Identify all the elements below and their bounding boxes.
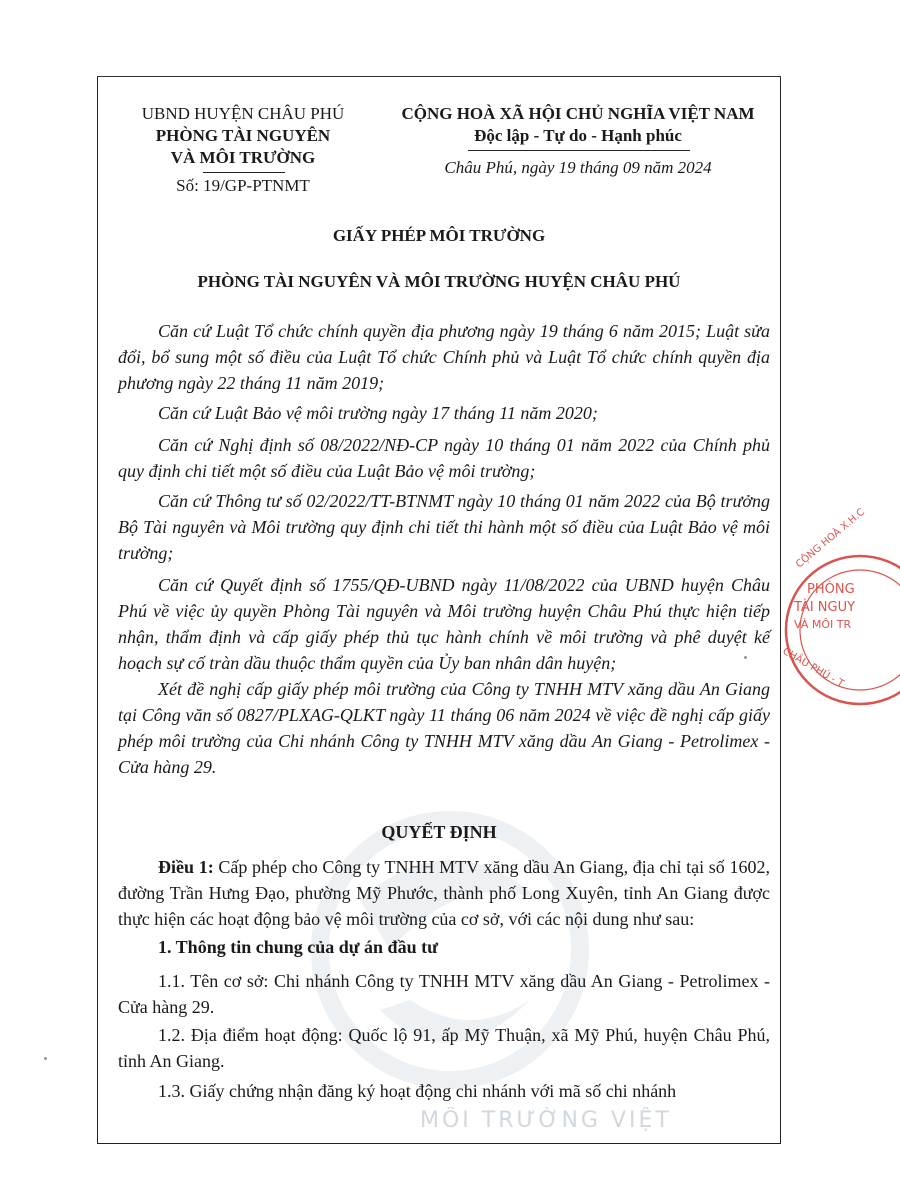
issuer-heading: PHÒNG TÀI NGUYÊN VÀ MÔI TRƯỜNG HUYỆN CHÂU PHÚ xyxy=(197,272,681,291)
item-1-2: 1.2. Địa điểm hoạt động: Quốc lộ 91, ấp Mỹ Thuận, xã Mỹ Phú, huyện Châu Phú, tỉnh An Giang. xyxy=(118,1025,770,1071)
stamp-bottom-text: CHÂU PHÚ - T xyxy=(780,646,846,690)
header-right-underline xyxy=(468,150,690,151)
article-1 xyxy=(118,854,770,932)
stamp-line-2: TÀI NGUY xyxy=(794,600,856,615)
header-org-department: PHÒNG TÀI NGUYÊN xyxy=(155,126,331,145)
document-number: Số: 19/GP-PTNMT xyxy=(176,176,310,195)
item-1-1: 1.1. Tên cơ sở: Chi nhánh Công ty TNHH MTV xăng dầu An Giang - Petrolimex - Cửa hàng 29. xyxy=(118,971,770,1017)
section-1-heading: 1. Thông tin chung của dự án đầu tư xyxy=(158,937,438,957)
stamp-ring-text: CỘNG HOÀ X.H.C xyxy=(794,506,867,571)
legal-basis-2: Căn cứ Luật Bảo vệ môi trường ngày 17 tháng 11 năm 2020; xyxy=(158,403,598,423)
legal-basis-5: Căn cứ Quyết định số 1755/QĐ-UBND ngày 11/08/2022 của UBND huyện Châu Phú về việc ủy quyền Phòng Tài nguyên và Môi trường huyện Châu Phú thực hiện tiếp nhận, thẩm định và cấp giấy phép thủ tục hành chính về môi trường và phê duyệt kế hoạch sự cố tràn dầu thuộc thẩm quyền của Ủy ban nhân dân huyện; xyxy=(118,575,770,673)
scan-dot xyxy=(44,1057,47,1060)
header-country: CỘNG HOÀ XÃ HỘI CHỦ NGHĨA VIỆT NAM xyxy=(401,104,755,123)
place-date: Châu Phú, ngày 19 tháng 09 năm 2024 xyxy=(444,158,712,177)
header-org-district: UBND HUYỆN CHÂU PHÚ xyxy=(141,104,345,123)
header-org-department-2: VÀ MÔI TRƯỜNG xyxy=(170,148,316,167)
article-1-text: Cấp phép cho Công ty TNHH MTV xăng dầu An Giang, địa chỉ tại số 1602, đường Trần Hưng Đạo, phường Mỹ Phước, thành phố Long Xuyên, tỉnh An Giang được thực hiện các hoạt động bảo vệ môi trường của cơ sở, với các nội dung như sau: xyxy=(118,857,770,929)
header-motto: Độc lập - Tự do - Hạnh phúc xyxy=(474,126,682,145)
watermark-text: MÔI TRƯỜNG VIỆT xyxy=(420,1108,672,1133)
document-title: GIẤY PHÉP MÔI TRƯỜNG xyxy=(332,226,546,245)
decision-heading: QUYẾT ĐỊNH xyxy=(381,822,497,842)
legal-basis-4: Căn cứ Thông tư số 02/2022/TT-BTNMT ngày 10 tháng 01 năm 2022 của Bộ trưởng Bộ Tài nguyên và Môi trường quy định chi tiết thi hành một số điều của Luật Bảo vệ môi trường; xyxy=(118,491,770,563)
legal-basis-6: Xét đề nghị cấp giấy phép môi trường của Công ty TNHH MTV xăng dầu An Giang tại Công văn số 0827/PLXAG-QLKT ngày 11 tháng 06 năm 2024 về việc đề nghị cấp giấy phép môi trường của Chi nhánh Công ty TNHH MTV xăng dầu An Giang - Petrolimex - Cửa hàng 29. xyxy=(118,679,770,777)
scan-dot xyxy=(744,656,747,659)
legal-basis-1: Căn cứ Luật Tổ chức chính quyền địa phương ngày 19 tháng 6 năm 2015; Luật sửa đổi, bổ sung một số điều của Luật Tổ chức Chính phủ và Luật Tổ chức chính quyền địa phương ngày 22 tháng 11 năm 2019; xyxy=(118,321,770,393)
stamp-line-1: PHÒNG xyxy=(807,582,855,597)
official-stamp xyxy=(780,506,900,710)
article-1-label: Điều 1: xyxy=(158,857,214,877)
header-left-underline xyxy=(203,172,285,173)
stamp-line-3: VÀ MÔI TR xyxy=(794,618,852,631)
legal-basis-3: Căn cứ Nghị định số 08/2022/NĐ-CP ngày 10 tháng 01 năm 2022 của Chính phủ quy định chi tiết một số điều của Luật Bảo vệ môi trường; xyxy=(118,435,770,481)
item-1-3: 1.3. Giấy chứng nhận đăng ký hoạt động chi nhánh với mã số chi nhánh xyxy=(158,1081,677,1101)
